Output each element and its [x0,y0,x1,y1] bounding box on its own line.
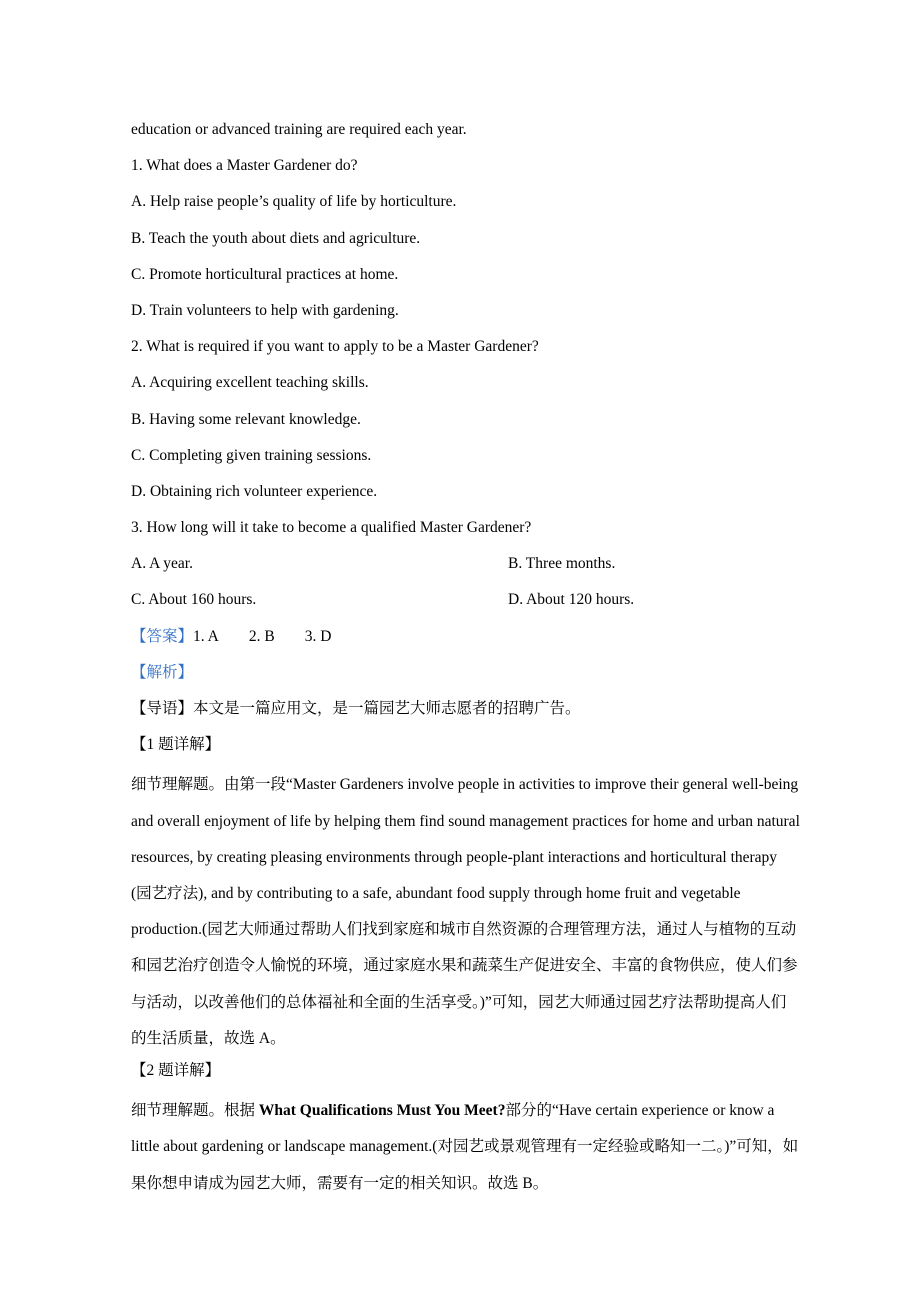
detail-1-text: 细节理解题。由第一段“Master Gardeners involve people in activities to improve their general well-being and overall enjoyment of life by helping them find sound management practices for home and urban natural resources, by creating pleasing environments through people-plant interactions and horticultural therapy (园艺疗法), and by contributing to a safe, abundant food supply through home fruit and vegetable production.(园艺大师通过帮助人们找到家庭和城市自然资源的合理管理方法，通过人与植物的互动和园艺治疗创造令人愉悦的环境，通过家庭水果和蔬菜生产促进安全、丰富的食物供应，使人们参与活动，以改善他们的总体福祉和全面的生活享受。)”可知，园艺大师通过园艺疗法帮助提高人们的生活质量，故选 A。 [131,776,800,1047]
detail-2-paragraph [131,1093,801,1202]
question-3-option-d: D. About 120 hours. [508,591,635,609]
document-page [131,116,801,1202]
question-1-option-b: B. Teach the youth about diets and agriculture. [131,229,421,247]
detail-2-suffix: 部分的“Have certain experience or know a little about gardening or landscape management.(对园艺或景观管理有一定经验或略知一二。)”可知，如果你想申请成为园艺大师，需要有一定的相关知识。故选 B。 [131,1102,799,1192]
question-3-option-b: B. Three months. [508,555,616,573]
detail-2-bold-section: What Qualifications Must You Meet? [258,1102,506,1120]
question-2-option-c: C. Completing given training sessions. [131,446,372,464]
question-2-option-d: D. Obtaining rich volunteer experience. [131,482,378,500]
answer-item-2: 2. B [248,627,275,645]
question-1-option-d: D. Train volunteers to help with gardening. [131,301,399,319]
question-2-stem: 2. What is required if you want to apply to be a Master Gardener? [131,338,539,356]
guide-text: 【导语】本文是一篇应用文，是一篇园艺大师志愿者的招聘广告。 [131,700,581,717]
detail-2-prefix: 细节理解题。根据 [131,1102,259,1120]
detail-2-heading: 【2 题详解】 [131,1062,221,1079]
analysis-label: 【解析】 [131,663,194,681]
question-3-options-row-2 [131,586,801,622]
answer-label: 【答案】 [131,627,194,645]
intro-tail: education or advanced training are required each year. [131,121,467,138]
question-3-option-c: C. About 160 hours. [131,591,257,609]
question-3-options-row-1 [131,550,801,586]
question-2-option-b: B. Having some relevant knowledge. [131,410,361,428]
question-1-option-c: C. Promote horticultural practices at home. [131,265,399,283]
answer-line [131,623,801,659]
answer-item-1: 1. A [193,627,219,645]
question-3-option-a: A. A year. [131,555,193,573]
question-1-option-a: A. Help raise people’s quality of life by horticulture. [131,193,457,211]
question-2-option-a: A. Acquiring excellent teaching skills. [131,374,369,392]
question-1-stem: 1. What does a Master Gardener do? [131,157,358,175]
detail-1-heading: 【1 题详解】 [131,736,221,754]
question-3-stem: 3. How long will it take to become a qualified Master Gardener? [131,519,532,537]
answer-item-3: 3. D [304,627,332,645]
